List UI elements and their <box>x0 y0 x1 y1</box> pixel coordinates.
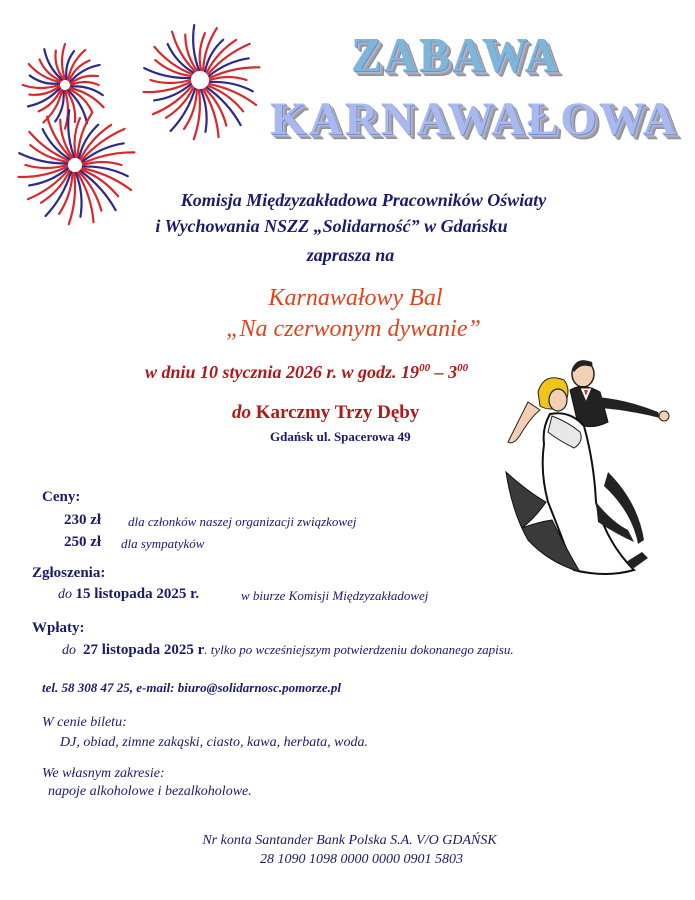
supporters-price: 250 zł <box>64 534 102 550</box>
invitation-text: zaprasza na <box>306 245 395 265</box>
bank-account-name: Nr konta Santander Bank Polska S.A. V/O GDAŃSK <box>202 833 497 848</box>
title-line-1: ZABAWA <box>351 27 560 82</box>
payments-deadline: do 27 listopada 2025 r. tylko po wcześniejszym potwierdzeniu dokonanego zapisu. <box>62 642 514 658</box>
own-items: napoje alkoholowe i bezalkoholowe. <box>48 784 252 799</box>
event-title: Karnawałowy Bal <box>268 285 443 311</box>
dancing-couple-icon <box>488 352 678 592</box>
members-price-note: dla członków naszej organizacji związkowej <box>128 514 357 529</box>
own-heading: We własnym zakresie: <box>42 766 165 781</box>
organizer-line-1: Komisja Międzyzakładowa Pracowników Oświaty <box>180 190 547 210</box>
members-price: 230 zł <box>64 512 102 528</box>
event-date: w dniu 10 stycznia 2026 r. w godz. $19^{00} - 3^{00}$ <box>145 362 469 382</box>
fireworks-icon <box>0 0 300 280</box>
included-heading: W cenie biletu: <box>42 715 127 730</box>
contact-info: tel. 58 308 47 25, e-mail: biuro@solidarnosc.pomorze.pl <box>42 680 341 695</box>
included-items: DJ, obiad, zimne zakąski, ciasto, kawa, herbata, woda. <box>60 735 368 750</box>
event-venue: do Karczmy Trzy Dęby <box>232 402 420 423</box>
prices-heading: Ceny: <box>42 489 81 505</box>
organizer-line-2: i Wychowania NSZZ „Solidarność” w Gdańsku <box>155 216 508 236</box>
registration-heading: Zgłoszenia: <box>32 565 106 581</box>
payments-heading: Wpłaty: <box>32 620 85 636</box>
bank-account-number: 28 1090 1098 0000 0000 0901 5803 <box>260 852 463 867</box>
supporters-price-note: dla sympatyków <box>121 536 205 551</box>
registration-place: w biurze Komisji Międzyzakładowej <box>241 588 429 603</box>
registration-deadline: do 15 listopada 2025 r. <box>58 586 200 602</box>
title-line-2: KARNAWAŁOWA <box>270 93 679 145</box>
event-address: Gdańsk ul. Spacerowa 49 <box>270 429 411 444</box>
event-subtitle: „Na czerwonym dywanie” <box>226 316 481 342</box>
